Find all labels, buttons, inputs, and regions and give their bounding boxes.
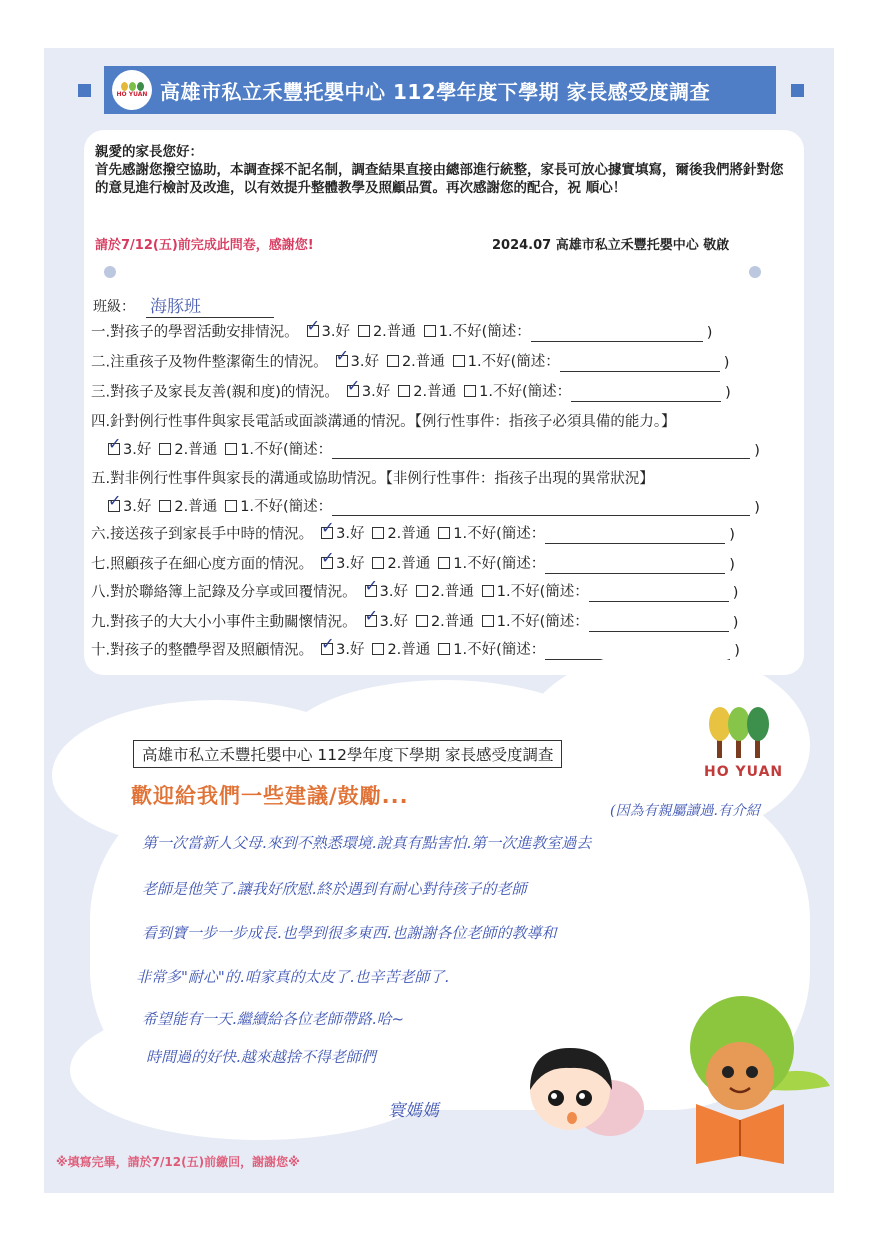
checkbox[interactable] bbox=[321, 643, 333, 655]
option-label: 2.普通 bbox=[387, 556, 431, 572]
checkbox[interactable] bbox=[225, 500, 237, 512]
intro-body: 首先感謝您撥空協助，本調查採不記名制，調查結果直接由總部進行統整，家長可放心據實填寫，爾後我們將針對您的意見進行檢討及改進，以有效提升整體教學及照顧品質。再次感謝您的配合，祝 順心！ bbox=[95, 162, 784, 196]
logo-text: HO YUAN bbox=[116, 91, 148, 98]
checkbox[interactable] bbox=[438, 643, 450, 655]
checkbox[interactable] bbox=[225, 443, 237, 455]
option-label: 1.不好(簡述： bbox=[438, 324, 531, 340]
option-good[interactable] bbox=[313, 522, 364, 543]
comment-field[interactable] bbox=[589, 617, 729, 632]
option-good[interactable] bbox=[357, 580, 408, 601]
option-bad[interactable] bbox=[217, 438, 332, 459]
option-label: 1.不好(簡述： bbox=[479, 384, 572, 400]
header-bar bbox=[104, 66, 776, 114]
option-bad[interactable] bbox=[217, 495, 332, 516]
comment-field[interactable] bbox=[571, 387, 721, 402]
checkbox[interactable] bbox=[424, 325, 436, 337]
checkbox[interactable] bbox=[482, 615, 494, 627]
option-bad[interactable] bbox=[474, 580, 589, 601]
option-label: 1.不好(簡述： bbox=[453, 556, 546, 572]
close-paren: ) bbox=[734, 642, 740, 659]
option-label: 1.不好(簡述： bbox=[453, 526, 546, 542]
option-good[interactable] bbox=[299, 320, 350, 341]
intro-text bbox=[95, 143, 795, 197]
option-label: 3.好 bbox=[379, 584, 408, 600]
close-paren: ) bbox=[754, 499, 760, 516]
feedback-title: 歡迎給我們一些建議/鼓勵... bbox=[131, 784, 409, 808]
option-label: 1.不好(簡述： bbox=[240, 442, 333, 458]
option-bad[interactable] bbox=[416, 320, 531, 341]
checkbox[interactable] bbox=[336, 355, 348, 367]
option-label: 2.普通 bbox=[174, 442, 218, 458]
close-paren: ) bbox=[706, 324, 713, 341]
decor-square-left bbox=[78, 84, 91, 97]
class-field[interactable]: 海豚班 bbox=[146, 292, 274, 318]
deadline-text: 請於7/12(五)前完成此問卷，感謝您! bbox=[95, 238, 314, 253]
question-3 bbox=[91, 380, 731, 402]
decor-dot-left bbox=[104, 266, 116, 278]
option-label: 3.好 bbox=[336, 556, 365, 572]
option-bad[interactable] bbox=[430, 638, 545, 659]
comment-field[interactable] bbox=[332, 444, 750, 459]
question-8 bbox=[91, 580, 738, 602]
comment-field[interactable] bbox=[560, 357, 720, 372]
question-1 bbox=[91, 320, 712, 342]
checkbox[interactable] bbox=[347, 385, 359, 397]
option-label: 2.普通 bbox=[387, 642, 431, 658]
comment-field[interactable] bbox=[589, 587, 729, 602]
ho-yuan-label: HO YUAN bbox=[704, 764, 784, 780]
checkbox[interactable] bbox=[108, 443, 120, 455]
question-text: 三.對孩子及家長友善(親和度)的情況。 bbox=[91, 384, 339, 401]
question-5 bbox=[91, 467, 654, 488]
question-4-options bbox=[100, 438, 760, 459]
option-good[interactable] bbox=[328, 350, 379, 371]
option-label: 2.普通 bbox=[174, 499, 218, 515]
option-normal[interactable] bbox=[350, 320, 416, 341]
option-label: 3.好 bbox=[361, 384, 391, 400]
question-4 bbox=[91, 410, 676, 431]
checkbox[interactable] bbox=[372, 557, 384, 569]
option-normal[interactable] bbox=[364, 522, 430, 543]
option-normal[interactable] bbox=[151, 438, 217, 459]
checkbox[interactable] bbox=[398, 385, 410, 397]
decor-dot-right bbox=[749, 266, 761, 278]
checkbox[interactable] bbox=[321, 557, 333, 569]
greeting: 親愛的家長您好： bbox=[95, 144, 203, 160]
question-2 bbox=[91, 350, 729, 372]
option-label: 3.好 bbox=[336, 526, 365, 542]
checkbox[interactable] bbox=[372, 643, 384, 655]
option-label: 3.好 bbox=[123, 442, 152, 458]
option-good[interactable] bbox=[357, 610, 408, 631]
option-good[interactable] bbox=[100, 495, 151, 516]
option-label: 2.普通 bbox=[430, 614, 474, 630]
option-label: 3.好 bbox=[321, 324, 350, 340]
question-7 bbox=[91, 552, 735, 574]
option-bad[interactable] bbox=[430, 522, 545, 543]
checkbox[interactable] bbox=[416, 615, 428, 627]
question-text: 二.注重孩子及物件整潔衛生的情況。 bbox=[91, 354, 328, 371]
ho-yuan-logo bbox=[112, 70, 152, 110]
option-label: 2.普通 bbox=[413, 384, 457, 400]
option-normal[interactable] bbox=[408, 580, 474, 601]
handwritten-note: (因為有親屬讀過.有介紹 bbox=[610, 803, 760, 819]
option-bad[interactable] bbox=[474, 610, 589, 631]
reading-character-icon bbox=[678, 992, 838, 1167]
option-normal[interactable] bbox=[379, 350, 445, 371]
checkbox[interactable] bbox=[108, 500, 120, 512]
question-text: 六.接送孩子到家長手中時的情況。 bbox=[91, 526, 314, 543]
class-label: 班級： bbox=[93, 299, 135, 315]
close-paren: ) bbox=[725, 384, 731, 401]
option-label: 2.普通 bbox=[401, 354, 445, 370]
feedback-line: 看到寶一步一步成長.也學到很多東西.也謝謝各位老師的教導和 bbox=[142, 924, 557, 942]
feedback-subtitle: 高雄市私立禾豐托嬰中心 112學年度下學期 家長感受度調查 bbox=[133, 740, 562, 768]
option-normal[interactable] bbox=[364, 638, 430, 659]
option-label: 1.不好(簡述： bbox=[496, 614, 589, 630]
checkbox[interactable] bbox=[438, 557, 450, 569]
checkbox[interactable] bbox=[464, 385, 476, 397]
option-label: 3.好 bbox=[379, 614, 408, 630]
option-label: 1.不好(簡述： bbox=[467, 354, 560, 370]
checkbox[interactable] bbox=[453, 355, 465, 367]
option-bad[interactable] bbox=[456, 380, 571, 401]
option-label: 1.不好(簡述： bbox=[496, 584, 589, 600]
option-label: 2.普通 bbox=[387, 526, 431, 542]
close-paren: ) bbox=[729, 556, 735, 573]
signoff-text: 2024.07 高雄市私立禾豐托嬰中心 敬啟 bbox=[492, 238, 730, 253]
option-normal[interactable] bbox=[364, 552, 430, 573]
signature: 寰媽媽 bbox=[388, 1101, 439, 1121]
option-normal[interactable] bbox=[390, 380, 456, 401]
checkbox[interactable] bbox=[372, 527, 384, 539]
close-paren: ) bbox=[723, 354, 730, 371]
question-text: 七.照顧孩子在細心度方面的情況。 bbox=[91, 556, 314, 573]
tree-icon bbox=[121, 82, 144, 91]
checkbox[interactable] bbox=[482, 585, 494, 597]
option-normal[interactable] bbox=[408, 610, 474, 631]
feedback-line: 希望能有一天.繼續給各位老師帶路.哈~ bbox=[142, 1010, 405, 1028]
question-text: 九.對孩子的大大小小事件主動關懷情況。 bbox=[91, 614, 357, 631]
footer-note: ※填寫完畢，請於7/12(五)前繳回，謝謝您※ bbox=[56, 1155, 300, 1169]
feedback-line: 非常多"耐心"的.咱家真的太皮了.也辛苦老師了. bbox=[136, 968, 450, 986]
feedback-line: 第一次當新人父母.來到不熟悉環境.說真有點害怕.第一次進教室過去 bbox=[142, 834, 592, 852]
comment-field[interactable] bbox=[531, 327, 703, 342]
question-6 bbox=[91, 522, 735, 544]
checkbox[interactable] bbox=[358, 325, 370, 337]
question-text: 一.對孩子的學習活動安排情況。 bbox=[91, 324, 299, 341]
question-text: 八.對於聯絡簿上記錄及分享或回覆情況。 bbox=[91, 584, 357, 601]
comment-field[interactable] bbox=[545, 529, 725, 544]
option-normal[interactable] bbox=[151, 495, 217, 516]
checkbox[interactable] bbox=[438, 527, 450, 539]
close-paren: ) bbox=[754, 442, 760, 459]
close-paren: ) bbox=[732, 584, 739, 601]
option-label: 1.不好(簡述： bbox=[240, 499, 333, 515]
comment-field[interactable] bbox=[545, 559, 725, 574]
option-bad[interactable] bbox=[430, 552, 545, 573]
girl-illustration-icon bbox=[520, 1040, 650, 1160]
feedback-line: 時間過的好快.越來越捨不得老師們 bbox=[146, 1048, 376, 1066]
checkbox[interactable] bbox=[159, 443, 171, 455]
option-good[interactable] bbox=[100, 438, 151, 459]
checkbox[interactable] bbox=[387, 355, 399, 367]
close-paren: ) bbox=[729, 526, 735, 543]
option-label: 3.好 bbox=[336, 642, 365, 658]
option-good[interactable] bbox=[313, 638, 364, 659]
option-label: 3.好 bbox=[123, 499, 152, 515]
checkbox[interactable] bbox=[365, 615, 377, 627]
option-label: 3.好 bbox=[350, 354, 379, 370]
checkbox[interactable] bbox=[416, 585, 428, 597]
question-9 bbox=[91, 610, 738, 632]
comment-field[interactable] bbox=[332, 501, 750, 516]
checkbox[interactable] bbox=[365, 585, 377, 597]
trees-icon bbox=[706, 702, 772, 764]
question-text: 十.對孩子的整體學習及照顧情況。 bbox=[91, 642, 314, 659]
question-text: 五.對非例行性事件與家長的溝通或協助情況。【非例行性事件：指孩子出現的異常狀況】 bbox=[91, 471, 654, 487]
question-5-options bbox=[100, 495, 760, 516]
checkbox[interactable] bbox=[159, 500, 171, 512]
option-label: 2.普通 bbox=[372, 324, 416, 340]
option-bad[interactable] bbox=[445, 350, 560, 371]
checkbox[interactable] bbox=[321, 527, 333, 539]
option-label: 2.普通 bbox=[430, 584, 474, 600]
feedback-line: 老師是他笑了.讓我好欣慰.終於遇到有耐心對待孩子的老師 bbox=[142, 880, 527, 898]
question-text: 四.針對例行性事件與家長電話或面談溝通的情況。【例行性事件：指孩子必須具備的能力。】 bbox=[91, 414, 676, 430]
option-good[interactable] bbox=[313, 552, 364, 573]
checkbox[interactable] bbox=[307, 325, 319, 337]
option-good[interactable] bbox=[339, 380, 390, 401]
decor-square-right bbox=[791, 84, 804, 97]
close-paren: ) bbox=[732, 614, 739, 631]
option-label: 1.不好(簡述： bbox=[453, 642, 546, 658]
page-title: 高雄市私立禾豐托嬰中心 112學年度下學期 家長感受度調查 bbox=[160, 79, 711, 104]
